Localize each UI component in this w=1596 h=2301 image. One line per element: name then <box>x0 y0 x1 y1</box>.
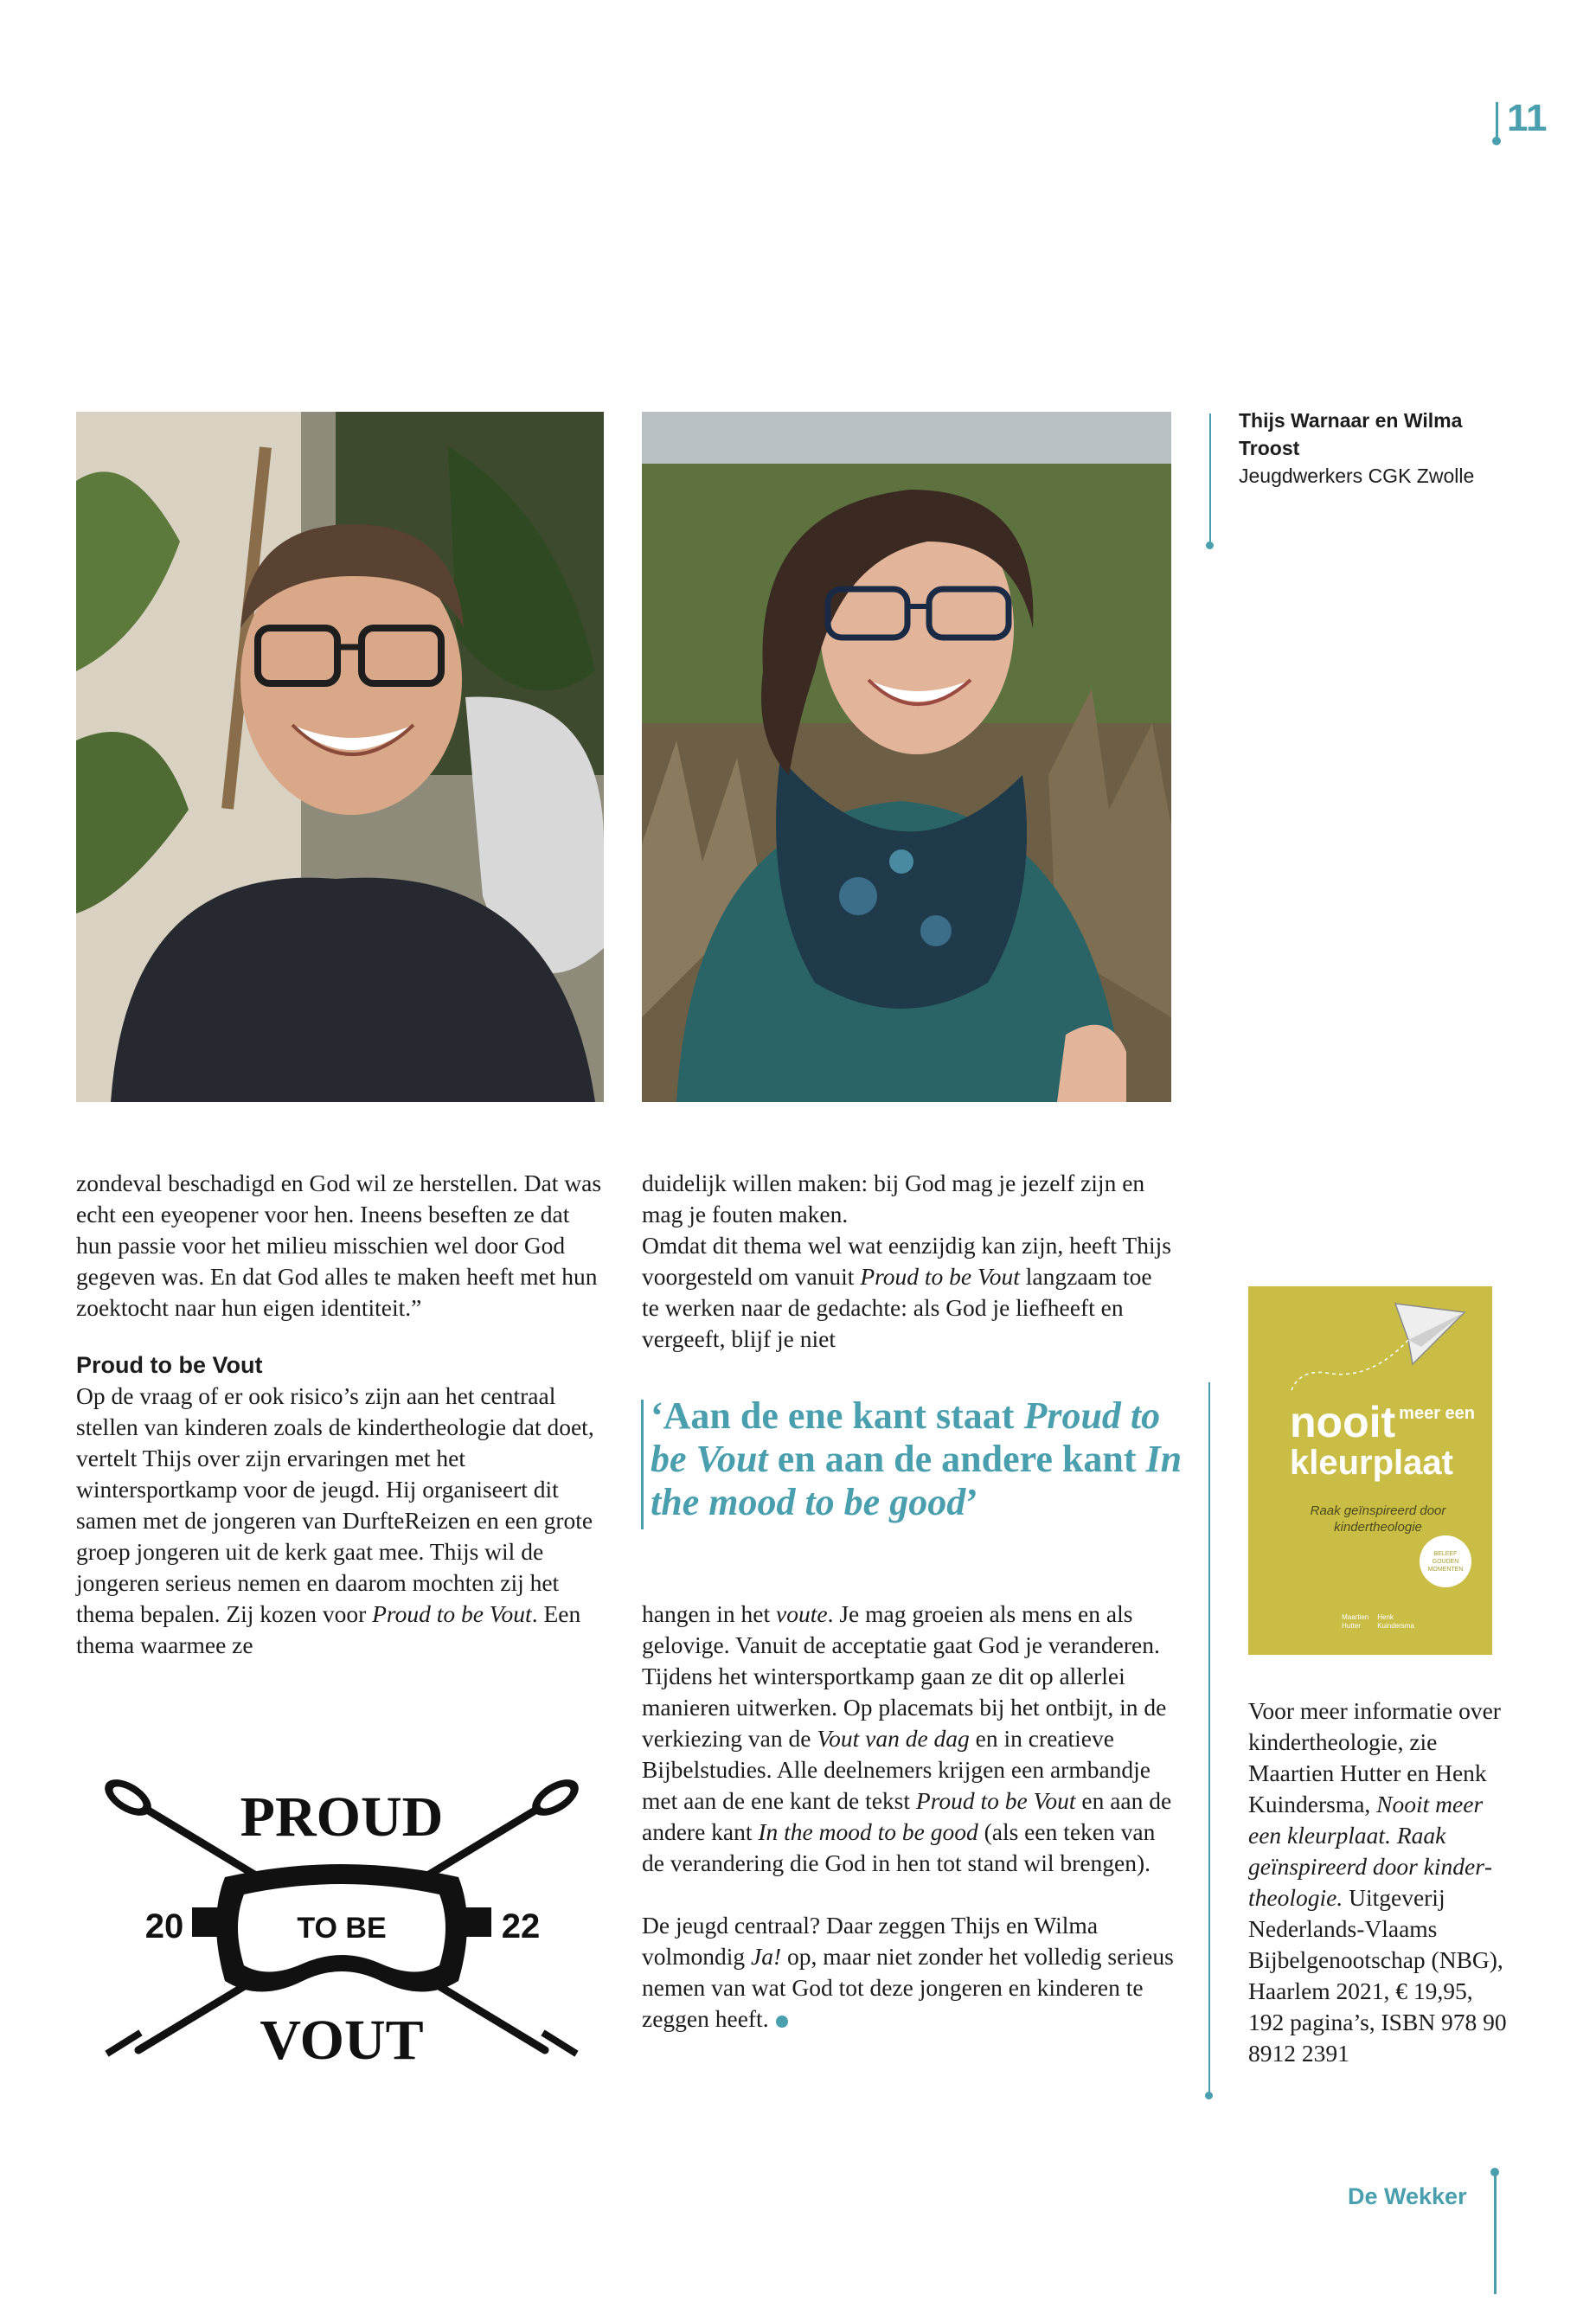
end-mark-dot <box>776 2016 788 2028</box>
paper-plane-icon <box>1248 1286 1492 1399</box>
logo-word-to-be: TO BE <box>297 1912 387 1945</box>
column-2-top <box>642 1168 1174 1355</box>
page-number-rule <box>1496 102 1498 138</box>
logo-year-left: 20 <box>144 1907 184 1945</box>
caption-rule <box>1209 413 1211 545</box>
magazine-name: De Wekker <box>1348 2183 1467 2209</box>
caption-role: Jeugdwerkers CGK Zwolle <box>1239 465 1475 487</box>
col2-paragraph-5: De jeugd centraal? Daar zeggen Thijs en Wilma volmondig Ja! op, maar niet zonder het volledig serieus nemen van wat God tot deze jongeren en kinderen te zeggen heeft. <box>642 1912 1174 2032</box>
proud-to-be-vout-logo <box>95 1765 588 2067</box>
photo-wilma <box>642 412 1171 1102</box>
book-badge: BELEEF GOUDEN MOMENTEN <box>1420 1535 1471 1587</box>
col1-paragraph-2: Op de vraag of er ook risico’s zijn aan het centraal stellen van kinderen zoals de kindertheologie dat doet, vertelt Thijs over zijn ervaringen met het wintersportkamp voor de jeugd. Hij organiseert dit samen met de jongeren van DurfteReizen en een grote groep jongeren uit de kerk gaat mee. Thijs wil de jongeren serieus nemen en daarom mochten zij het thema bepalen. Zij kozen voor Proud to be Vout. Een thema waarmee ze <box>76 1382 594 1658</box>
logo-word-vout: VOUT <box>260 2009 424 2067</box>
logo-year-right: 22 <box>501 1907 541 1945</box>
book-title-line-1: nooit meer een <box>1290 1398 1476 1446</box>
photo-caption <box>1239 407 1524 490</box>
column-2-bottom <box>642 1599 1174 2035</box>
logo-word-proud: PROUD <box>240 1785 444 1849</box>
book-author-2: Henk Kuindersma <box>1377 1613 1414 1630</box>
col1-paragraph-1: zondeval beschadigd en God wil ze herstellen. Dat was echt een eyeopener voor hen. Ineens beseften ze dat hun passie voor het milieu misschien wel door God gegeven was. En dat God alles te maken heeft met hun zoektocht naar hun eigen identiteit.” <box>76 1170 602 1321</box>
caption-names: Thijs Warnaar en Wilma Troost <box>1239 409 1463 459</box>
book-author-1: Maartien Hutter <box>1342 1613 1369 1630</box>
column-1 <box>76 1168 606 1661</box>
caption-dot <box>1206 542 1214 549</box>
col2-paragraph-1: duidelijk willen maken: bij God mag je jezelf zijn en mag je fouten maken. <box>642 1170 1145 1227</box>
sidebar-dot <box>1205 2092 1213 2099</box>
pull-quote: ‘Aan de ene kant staat Proud to be Vout en aan de andere kant In the mood to be good’ <box>651 1394 1183 1523</box>
book-title-line-2: kleurplaat <box>1290 1444 1453 1482</box>
page-number: 11 <box>1507 97 1548 139</box>
col2-paragraph-4: Tijdens het wintersportkamp gaan ze dit op allerlei manieren uitwerken. Op placemats bij het ontbijt, in de verkiezing van de Vout van de dag en in creatieve Bijbelstudies. Alle deelnemers krijgen een armbandje met aan de ene kant de tekst Proud to be Vout en aan de andere kant In the mood to be good (als een teken van de verandering die God in hen tot stand wil brengen). <box>642 1663 1172 1876</box>
col2-paragraph-2: Omdat dit thema wel wat eenzijdig kan zijn, heeft Thijs voorgesteld om vanuit Proud to be Vout langzaam toe te werken naar de gedachte: als God je liefheeft en vergeeft, blijf je niet <box>642 1232 1171 1352</box>
page-number-dot <box>1492 137 1501 145</box>
book-cover <box>1248 1286 1492 1655</box>
quote-rule <box>641 1400 644 1529</box>
footer-dot <box>1490 2168 1499 2176</box>
book-subtitle: Raak geïnspireerd door kindertheologie <box>1310 1503 1446 1535</box>
photo-thijs <box>76 412 604 1102</box>
section-heading: Proud to be Vout <box>76 1352 263 1378</box>
sidebar-rule <box>1208 1382 1210 2097</box>
col2-paragraph-3: hangen in het voute. Je mag groeien als mens en als gelovige. Vanuit de acceptatie gaat God je veranderen. <box>642 1600 1160 1658</box>
footer-rule <box>1494 2171 1497 2294</box>
book-authors <box>1326 1613 1430 1631</box>
book-info: Voor meer informatie over kindertheologie, zie Maartien Hutter en Henk Kuindersma, Nooit meer een kleurplaat. Raak geïnspireerd door kindertheologie. Uitgeverij Nederlands-Vlaams Bijbelgenootschap (NBG), Haarlem 2021, € 19,95, 192 pagina’s, ISBN 978 90 8912 2391 <box>1248 1697 1507 2067</box>
